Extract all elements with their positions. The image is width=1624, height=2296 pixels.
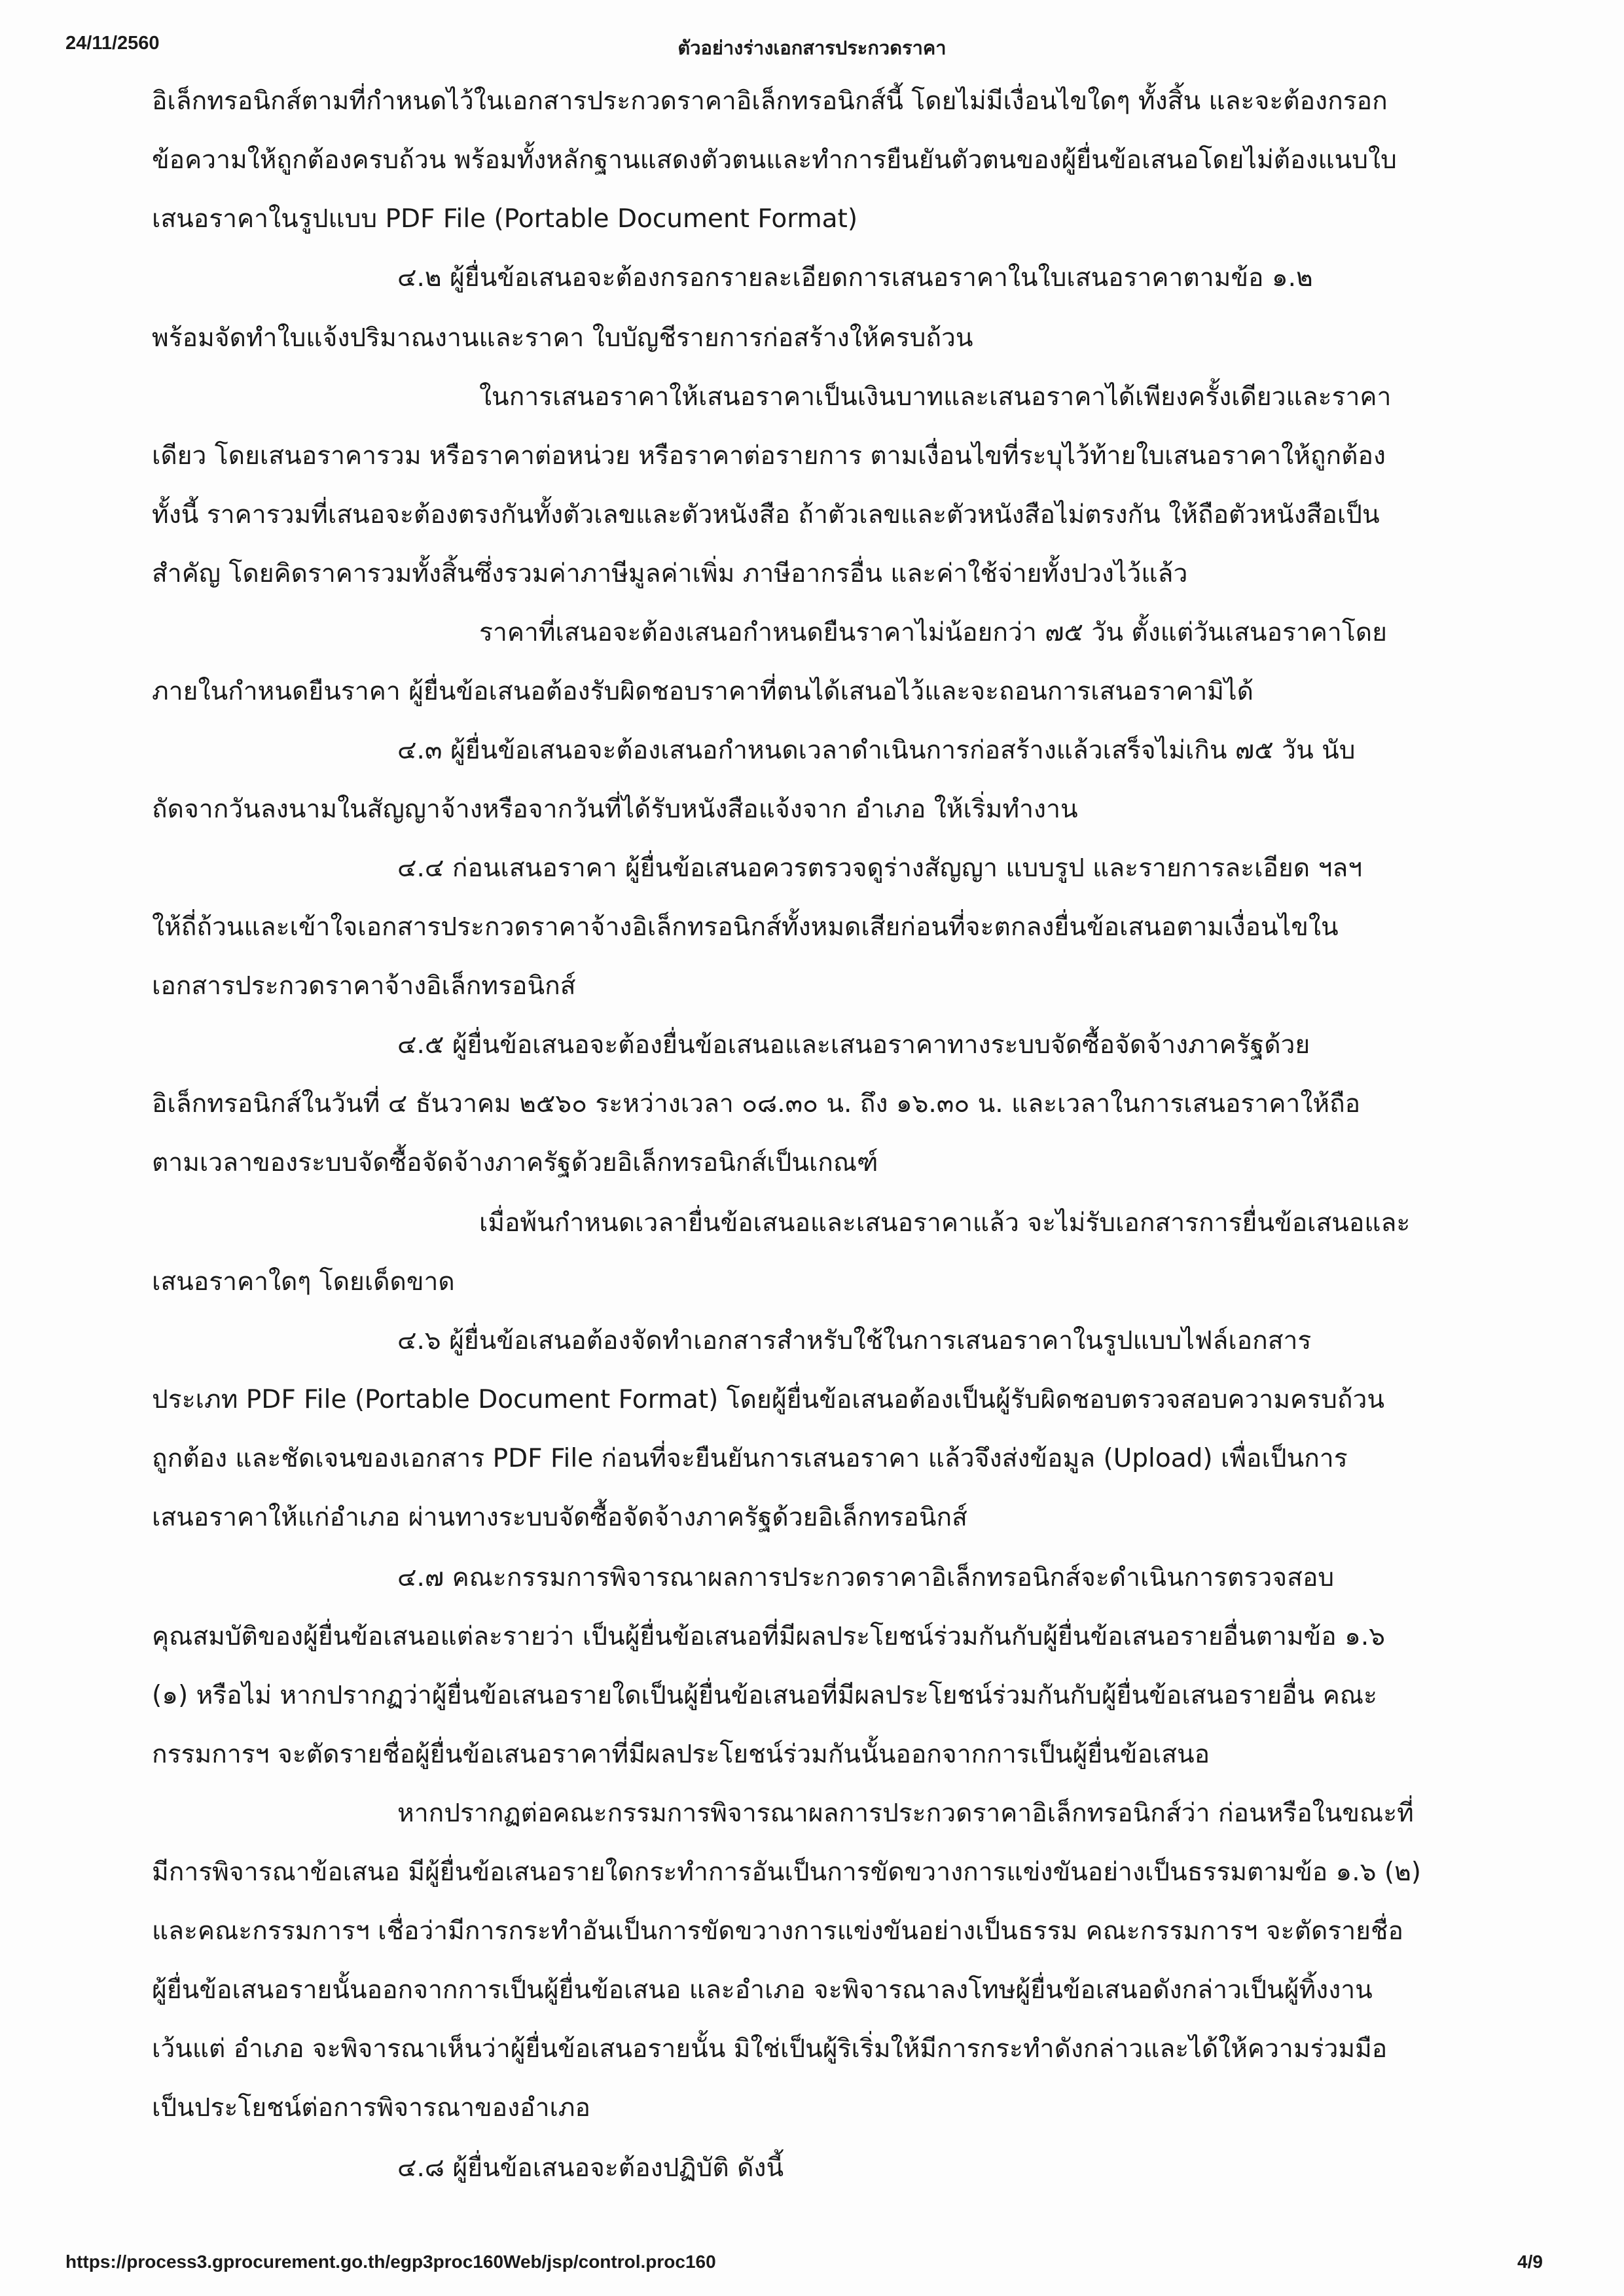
text-line: อิเล็กทรอนิกส์ตามที่กำหนดไว้ในเอกสารประกวดราคาอิเล็กทรอนิกส์นี้ โดยไม่มีเงื่อนไขใดๆ ทั้งสิ้น และจะต้องกรอก	[152, 86, 1388, 116]
text-line: ตามเวลาของระบบจัดซื้อจัดจ้างภาครัฐด้วยอิเล็กทรอนิกส์เป็นเกณฑ์	[152, 1148, 878, 1177]
text-line: ๔.๘ ผู้ยื่นข้อเสนอจะต้องปฏิบัติ ดังนี้	[397, 2153, 784, 2183]
text-line: ผู้ยื่นข้อเสนอรายนั้นออกจากการเป็นผู้ยื่นข้อเสนอ และอำเภอ จะพิจารณาลงโทษผู้ยื่นข้อเสนอดังกล่าวเป็นผู้ทิ้งงาน	[152, 1975, 1373, 2005]
text-line: ๔.๗ คณะกรรมการพิจารณาผลการประกวดราคาอิเล็กทรอนิกส์จะดำเนินการตรวจสอบ	[397, 1563, 1335, 1592]
text-line: ๔.๔ ก่อนเสนอราคา ผู้ยื่นข้อเสนอควรตรวจดูร่างสัญญา แบบรูป และรายการละเอียด ฯลฯ	[397, 853, 1363, 883]
text-line: ข้อความให้ถูกต้องครบถ้วน พร้อมทั้งหลักฐานแสดงตัวตนและทำการยืนยันตัวตนของผู้ยื่นข้อเสนอโดยไม่ต้องแนบใบ	[152, 145, 1397, 175]
text-line: เว้นแต่ อำเภอ จะพิจารณาเห็นว่าผู้ยื่นข้อเสนอรายนั้น มิใช่เป็นผู้ริเริ่มให้มีการกระทำดังกล่าวและได้ให้ความร่วมมือ	[152, 2034, 1388, 2064]
text-line: ๔.๕ ผู้ยื่นข้อเสนอจะต้องยื่นข้อเสนอและเสนอราคาทางระบบจัดซื้อจัดจ้างภาครัฐด้วย	[397, 1030, 1310, 1060]
text-line: เดียว โดยเสนอราคารวม หรือราคาต่อหน่วย หรือราคาต่อรายการ ตามเงื่อนไขที่ระบุไว้ท้ายใบเสนอราคาให้ถูกต้อง	[152, 441, 1386, 471]
text-line: เสนอราคาในรูปแบบ PDF File (Portable Document Format)	[152, 204, 858, 234]
text-line: ถัดจากวันลงนามในสัญญาจ้างหรือจากวันที่ได้รับหนังสือแจ้งจาก อำเภอ ให้เริ่มทำงาน	[152, 795, 1078, 824]
text-line: ทั้งนี้ ราคารวมที่เสนอจะต้องตรงกันทั้งตัวเลขและตัวหนังสือ ถ้าตัวเลขและตัวหนังสือไม่ตรงกัน ให้ถือตัวหนังสือเป็น	[152, 500, 1380, 529]
text-line: ประเภท PDF File (Portable Document Format) โดยผู้ยื่นข้อเสนอต้องเป็นผู้รับผิดชอบตรวจสอบความครบถ้วน	[152, 1385, 1385, 1414]
text-line: พร้อมจัดทำใบแจ้งปริมาณงานและราคา ใบบัญชีรายการก่อสร้างให้ครบถ้วน	[152, 323, 973, 353]
text-line: คุณสมบัติของผู้ยื่นข้อเสนอแต่ละรายว่า เป็นผู้ยื่นข้อเสนอที่มีผลประโยชน์ร่วมกันกับผู้ยื่นข้อเสนอรายอื่นตามข้อ ๑.๖	[152, 1622, 1385, 1651]
text-line: เสนอราคาให้แก่อำเภอ ผ่านทางระบบจัดซื้อจัดจ้างภาครัฐด้วยอิเล็กทรอนิกส์	[152, 1503, 967, 1532]
text-line: เมื่อพ้นกำหนดเวลายื่นข้อเสนอและเสนอราคาแล้ว จะไม่รับเอกสารการยื่นข้อเสนอและ	[479, 1208, 1411, 1238]
text-line: อิเล็กทรอนิกส์ในวันที่ ๔ ธันวาคม ๒๕๖๐ ระหว่างเวลา ๐๘.๓๐ น. ถึง ๑๖.๓๐ น. และเวลาในการเสนอราคาให้ถือ	[152, 1089, 1361, 1119]
text-line: ให้ถี่ถ้วนและเข้าใจเอกสารประกวดราคาจ้างอิเล็กทรอนิกส์ทั้งหมดเสียก่อนที่จะตกลงยื่นข้อเสนอตามเงื่อนไขใน	[152, 912, 1339, 942]
footer-url: https://process3.gprocurement.go.th/egp3proc160Web/jsp/control.proc160	[65, 2251, 716, 2272]
text-line: ถูกต้อง และชัดเจนของเอกสาร PDF File ก่อนที่จะยืนยันการเสนอราคา แล้วจึงส่งข้อมูล (Upload) เพื่อเป็นการ	[152, 1444, 1348, 1473]
text-line: และคณะกรรมการฯ เชื่อว่ามีการกระทำอันเป็นการขัดขวางการแข่งขันอย่างเป็นธรรม คณะกรรมการฯ จะตัดรายชื่อ	[152, 1916, 1403, 1946]
header-date: 24/11/2560	[65, 33, 160, 54]
text-line: ราคาที่เสนอจะต้องเสนอกำหนดยืนราคาไม่น้อยกว่า ๗๕ วัน ตั้งแต่วันเสนอราคาโดย	[479, 618, 1387, 647]
header-title: ตัวอย่างร่างเอกสารประกวดราคา	[677, 38, 947, 59]
text-line: ในการเสนอราคาให้เสนอราคาเป็นเงินบาทและเสนอราคาได้เพียงครั้งเดียวและราคา	[479, 382, 1392, 412]
text-line: กรรมการฯ จะตัดรายชื่อผู้ยื่นข้อเสนอราคาที่มีผลประโยชน์ร่วมกันนั้นออกจากการเป็นผู้ยื่นข้อเสนอ	[152, 1740, 1210, 1769]
text-line: เอกสารประกวดราคาจ้างอิเล็กทรอนิกส์	[152, 971, 576, 1001]
text-line: เสนอราคาใดๆ โดยเด็ดขาด	[152, 1267, 455, 1297]
footer-page-number: 4/9	[1517, 2251, 1543, 2272]
text-line: สำคัญ โดยคิดราคารวมทั้งสิ้นซึ่งรวมค่าภาษีมูลค่าเพิ่ม ภาษีอากรอื่น และค่าใช้จ่ายทั้งปวงไว้แล้ว	[152, 559, 1188, 588]
text-line: ๔.๒ ผู้ยื่นข้อเสนอจะต้องกรอกรายละเอียดการเสนอราคาในใบเสนอราคาตามข้อ ๑.๒	[397, 263, 1313, 293]
text-line: เป็นประโยชน์ต่อการพิจารณาของอำเภอ	[152, 2093, 590, 2123]
text-line: มีการพิจารณาข้อเสนอ มีผู้ยื่นข้อเสนอรายใดกระทำการอันเป็นการขัดขวางการแข่งขันอย่างเป็นธรรมตามข้อ ๑.๖ (๒)	[152, 1857, 1421, 1887]
text-line: ภายในกำหนดยืนราคา ผู้ยื่นข้อเสนอต้องรับผิดชอบราคาที่ตนได้เสนอไว้และจะถอนการเสนอราคามิได้	[152, 677, 1254, 706]
text-line: ๔.๖ ผู้ยื่นข้อเสนอต้องจัดทำเอกสารสำหรับใช้ในการเสนอราคาในรูปแบบไฟล์เอกสาร	[397, 1326, 1312, 1355]
text-line: ๔.๓ ผู้ยื่นข้อเสนอจะต้องเสนอกำหนดเวลาดำเนินการก่อสร้างแล้วเสร็จไม่เกิน ๗๕ วัน นับ	[397, 736, 1356, 765]
text-line: (๑) หรือไม่ หากปรากฏว่าผู้ยื่นข้อเสนอรายใดเป็นผู้ยื่นข้อเสนอที่มีผลประโยชน์ร่วมกันกับผู้ยื่นข้อเสนอรายอื่น คณะ	[152, 1681, 1377, 1710]
text-line: หากปรากฏต่อคณะกรรมการพิจารณาผลการประกวดราคาอิเล็กทรอนิกส์ว่า ก่อนหรือในขณะที่	[397, 1799, 1414, 1828]
